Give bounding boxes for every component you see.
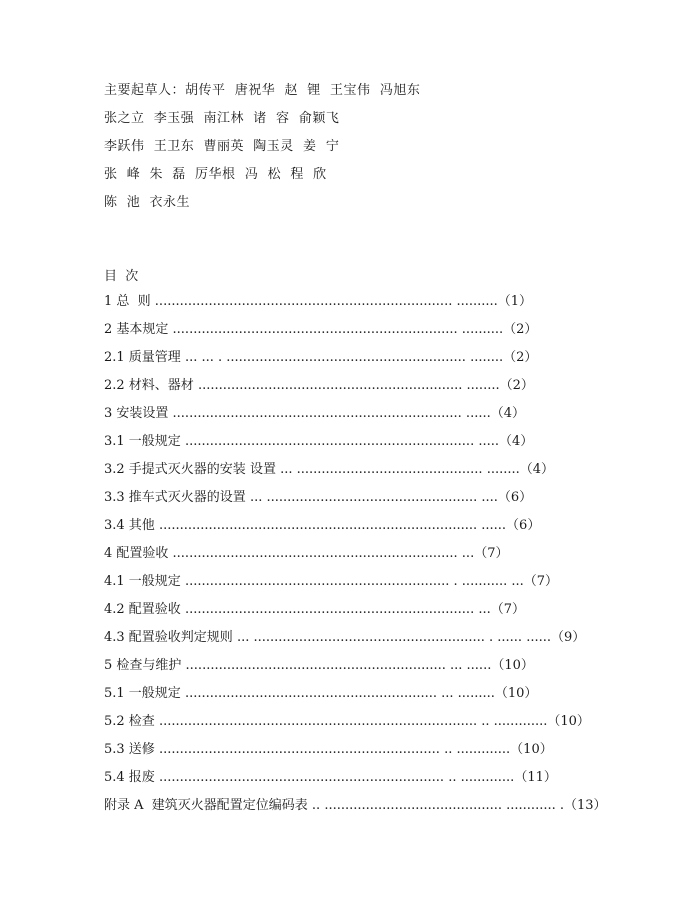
toc-entry: 3.3 推车式灭火器的设置 ... ................................................... ....（6）: [104, 490, 533, 505]
toc-entry: 5.1 一般规定 ............................................................. ... .........（10）: [104, 686, 538, 701]
toc-entry: 5.3 送修 .................................................................... .. .............（10）: [104, 742, 553, 757]
toc-entry: 3 安装设置 ...................................................................... ......（4）: [104, 406, 525, 421]
drafters-line: 陈 池 衣永生: [104, 195, 191, 210]
drafters-line: 主要起草人：胡传平 唐祝华 赵 锂 王宝伟 冯旭东: [104, 83, 421, 98]
toc-heading: 目 次: [104, 269, 139, 284]
toc-entry: 附录 A 建筑灭火器配置定位编码表 .. ........................................... ............ .（13）: [104, 798, 607, 813]
drafters-line: 李跃伟 王卫东 曹丽英 陶玉灵 姜 宁: [104, 139, 340, 154]
toc-entry: 3.4 其他 ............................................................................. ......（6）: [104, 518, 541, 533]
toc-entry: 5.2 检查 ............................................................................. .. .............（10）: [104, 714, 590, 729]
toc-entry: 3.2 手提式灭火器的安装 设置 ... ............................................. ........（4）: [104, 462, 555, 477]
toc-entry: 4.3 配置验收判定规则 ... ........................................................ . ...... ......（9）: [104, 630, 586, 645]
drafters-line: 张 峰 朱 磊 厉华根 冯 松 程 欣: [104, 167, 327, 182]
toc-entry: 3.1 一般规定 ...................................................................... .....（4）: [104, 434, 534, 449]
toc-entry: 5.4 报废 ..................................................................... .. .............（11）: [104, 770, 557, 785]
toc-entry: 5 检查与维护 ............................................................... ... ......（10）: [104, 658, 534, 673]
toc-entry: 2.1 质量管理 ... ... . .......................................................... ........（2）: [104, 350, 538, 365]
toc-entry: 2 基本规定 ..................................................................... ..........（2）: [104, 322, 538, 337]
toc-entry: 2.2 材料、器材 ................................................................ ........（2）: [104, 378, 534, 393]
toc-entry: 1 总 则 ........................................................................ ..........（1）: [104, 294, 533, 309]
drafters-block: [104, 82, 420, 222]
toc-entry: 4.2 配置验收 ...................................................................... ...（7）: [104, 602, 526, 617]
table-of-contents: [104, 294, 607, 826]
toc-entry: 4 配置验收 ..................................................................... ...（7）: [104, 546, 509, 561]
drafters-line: 张之立 李玉强 南江林 诸 容 俞颖飞: [104, 111, 340, 126]
toc-entry: 4.1 一般规定 ................................................................ . ........... ...（7）: [104, 574, 559, 589]
